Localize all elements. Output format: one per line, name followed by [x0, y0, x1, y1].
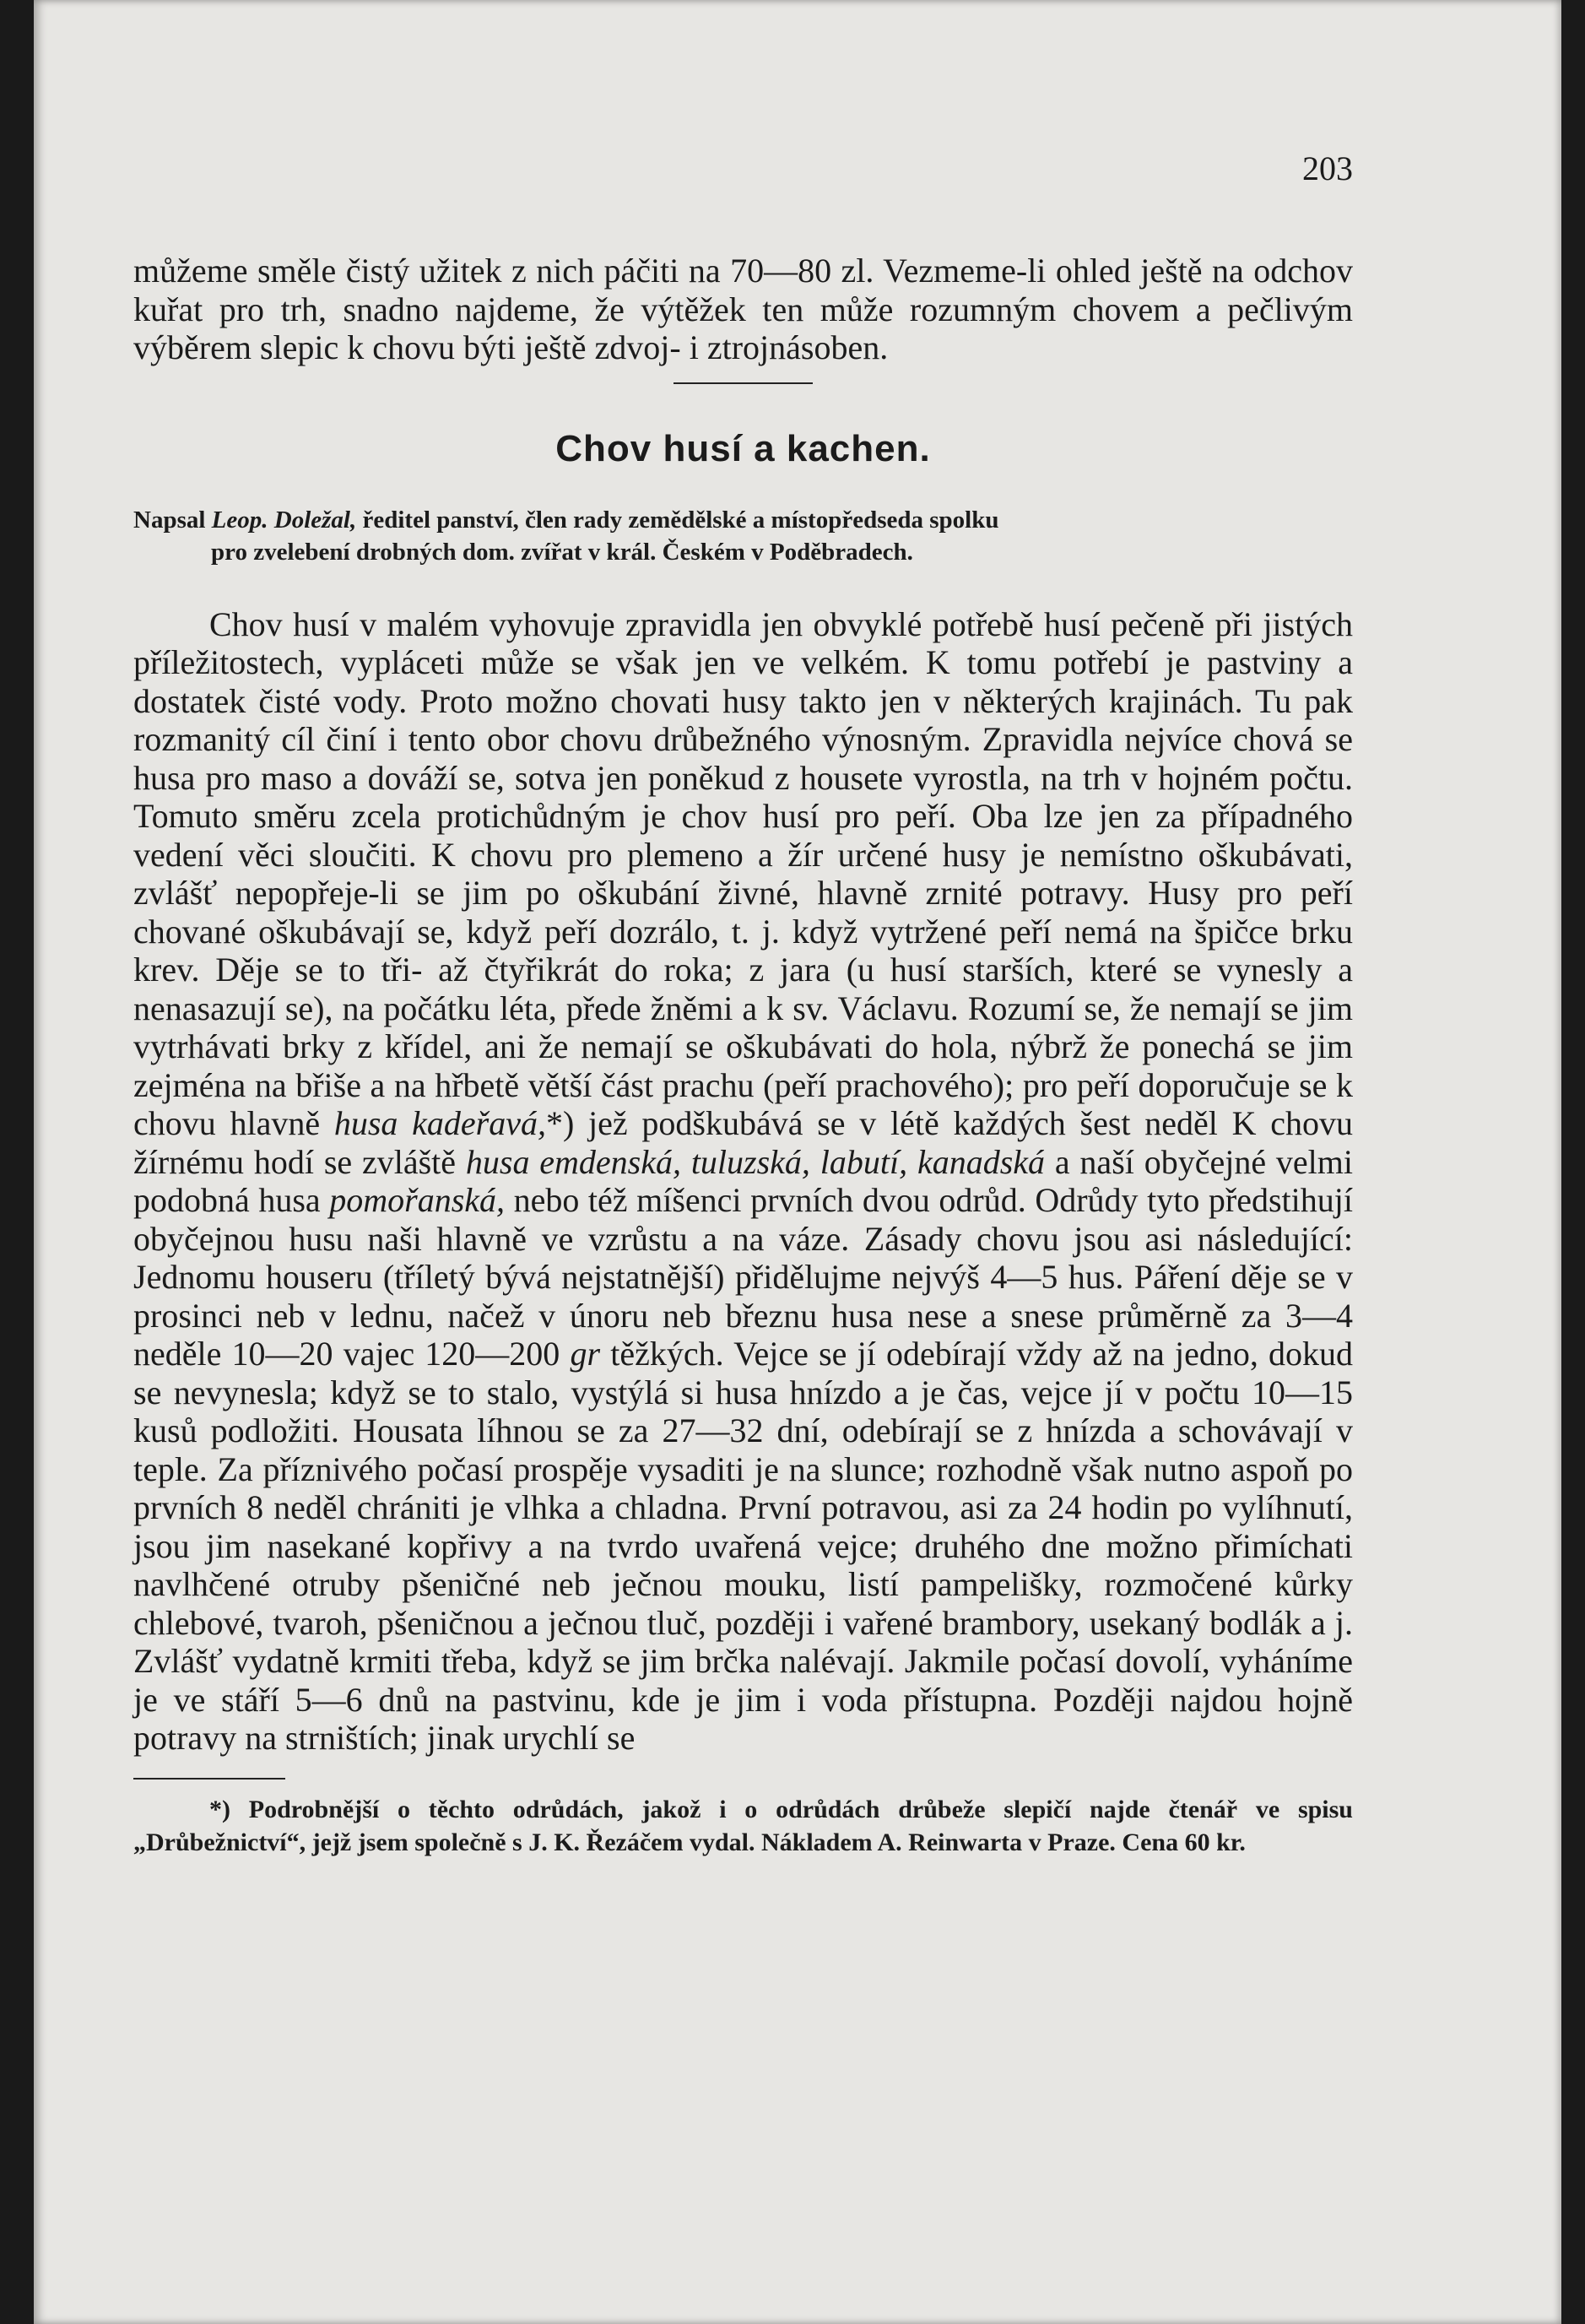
byline-prefix: Napsal — [133, 506, 212, 534]
body-text-4: nebo též míšenci prvních dvou odrůd. Odrůdy tyto předstihují obyčejnou husu naši hlavně ve vzrůstu a na váze. Zásady chovu jsou asi následující: Jednomu houseru (tříletý bývá nejstatnější) přidělujme nejvýš 4—5 hus. Páření děje se v prosinci neb v lednu, načež v únoru neb březnu husa nese a snese průměrně za 3—4 neděle 10—20 vajec 120—200 — [133, 1181, 1354, 1373]
intro-paragraph: můžeme směle čistý užitek z nich páčiti na 70—80 zl. Vezmeme-li ohled ještě na odchov kuřat pro trh, snadno najdeme, že výtěžek ten může rozumným chovem a pečlivým výběrem slepic k chovu býti ještě zdvoj- i ztrojnásoben. — [133, 252, 1353, 366]
body-paragraph — [133, 605, 1353, 1758]
byline-description: ředitel panství, člen rady zemědělské a místopředseda spolku — [356, 506, 999, 534]
footnote-divider — [133, 1778, 285, 1780]
body-text-3: a naší obyčejné velmi podobná husa — [133, 1142, 1353, 1219]
section-divider — [673, 382, 813, 384]
byline-author: Leop. Doležal, — [211, 506, 357, 534]
book-page — [34, 0, 1561, 2324]
byline-continuation: pro zvelebení drobných dom. zvířat v král. Českém v Poděbradech. — [211, 538, 913, 566]
section-title: Chov husí a kachen. — [555, 427, 931, 469]
body-italic-4: gr — [570, 1335, 601, 1373]
body-text-2: *) jež podškubává se v létě každých šest neděl K chovu žírnému hodí se zvláště — [133, 1104, 1353, 1181]
body-italic-2: husa emdenská, tuluzská, labutí, kanadská — [465, 1142, 1046, 1181]
body-text-5: těžkých. Vejce se jí odebírají vždy až na jedno, dokud se nevynesla; když se to stalo, vystýlá si husa hnízdo a je čas, vejce jí v počtu 10—15 kusů podložiti. Housata líhnou se za 27—32 dní, odebírají se z hnízda a schovávají v teple. Za příznivého počasí prospěje vysaditi je na slunce; rozhodně však nutno aspoň po prvních 8 neděl chrániti je vlhka a chladna. První potravou, asi za 24 hodin po vylíhnutí, jsou jim nasekané kopřivy a na tvrdo uvařená vejce; druhého dne možno přimíchati navlhčené otruby pšeničné neb ječnou mouku, listí pampelišky, rozmočené kůrky chlebové, tvaroh, pšeničnou a ječnou tluč, později i vařené brambory, usekaný bodlák a j. Zvlášť vydatně krmiti třeba, když se jim brčka nalévají. Jakmile počasí dovolí, vyháníme je ve stáří 5—6 dnů na pastvinu, kde je jim i voda přístupna. Později najdou hojně potravy na strništích; jinak urychlí se — [133, 1335, 1354, 1757]
byline — [133, 504, 1353, 568]
body-italic-3: pomořanská, — [329, 1181, 506, 1219]
page-number: 203 — [1302, 149, 1353, 187]
page-content — [133, 149, 1354, 1859]
body-text-1: Chov husí v malém vyhovuje zpravidla jen obvyklé potřebě husí pečeně při jistých příležitostech, vypláceti může se však jen ve velkém. K tomu potřebí je pastviny a dostatek čisté vody. Proto možno chovati husy takto jen v některých krajinách. Tu pak rozmanitý cíl činí i tento obor chovu drůbežného výnosným. Zpravidla nejvíce chová se husa pro maso a dováží se, sotva jen poněkud z housete vyrostla, na trh v hojném počtu. Tomuto směru zcela protichůdným je chov husí pro peří. Oba lze jen za případného vedení věci sloučiti. K chovu pro plemeno a žír určené husy je nemístno oškubávati, zvlášť nepopřeje-li se jim po oškubání živné, hlavně zrnité potravy. Husy pro peří chované oškubávají se, když peří dozrálo, t. j. když vytržené peří nemá na špičce brku krev. Děje se to tři- až čtyřikrát do roka; z jara (u husí starších, které se vynesly a nenasazují se), na počátku léta, přede žněmi a k sv. Václavu. Rozumí se, že nemají se jim vytrhávati brky z křídel, ani že nemají se oškubávati do hola, nýbrž že ponechá se jim zejména na břiše a na hřbetě větší část prachu (peří prachového); pro peří doporučuje se k chovu hlavně — [133, 604, 1353, 1142]
footnote: *) Podrobnější o těchto odrůdách, jakož i o odrůdách drůbeže slepičí najde čtenář ve spisu „Drůbežnictví“, jejž jsem společně s J. K. Řezáčem vydal. Nákladem A. Reinwarta v Praze. Cena 60 kr. — [133, 1795, 1353, 1856]
body-italic-1: husa kadeřavá, — [333, 1104, 546, 1142]
